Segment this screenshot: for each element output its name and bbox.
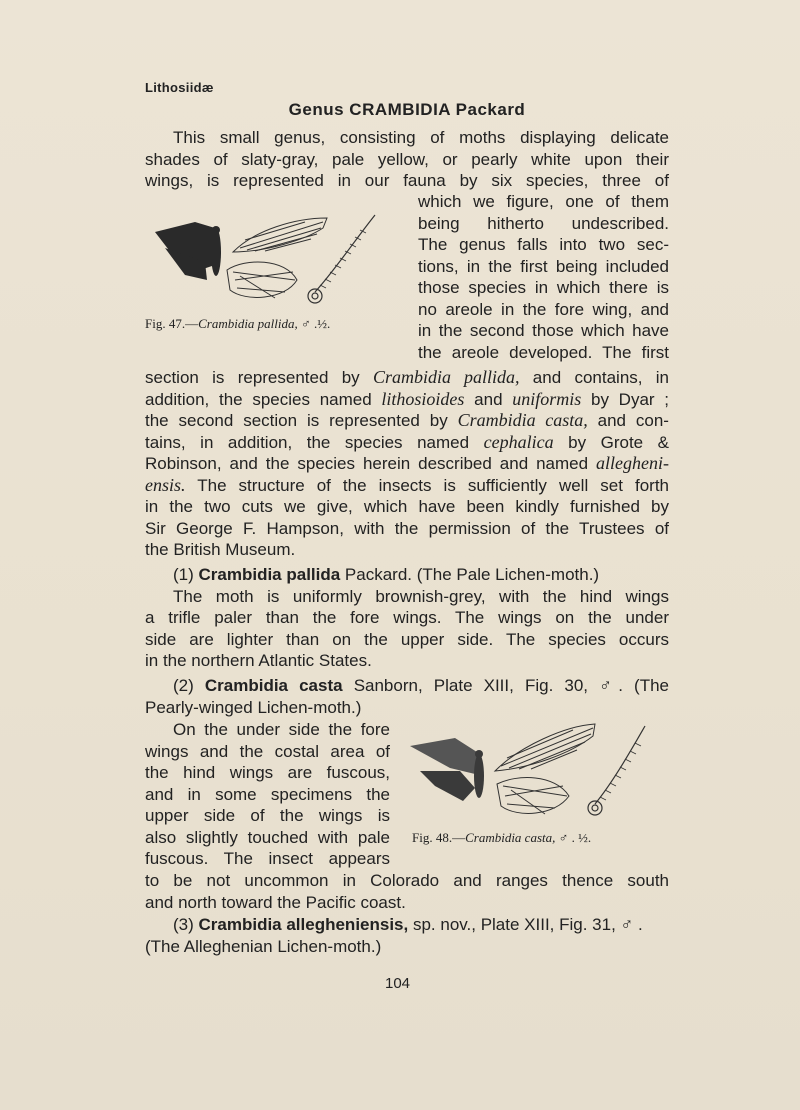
forewing-venation	[495, 724, 595, 771]
caption-suffix: ♂ . ½.	[555, 830, 592, 845]
page-number: 104	[385, 975, 411, 992]
text-line: the second section is represented by Crambidia casta, and con-	[145, 410, 669, 430]
antenna-detail	[308, 215, 375, 303]
caption-prefix: Fig. 47.—	[145, 316, 199, 331]
moth-silhouette	[155, 222, 221, 280]
species-1-entry	[145, 564, 669, 672]
text-line: which we figure, one of them	[418, 192, 669, 211]
text-line: also slightly touched with pale	[145, 827, 390, 847]
forewing-venation	[233, 218, 327, 252]
text-line: On the under side the fore	[173, 720, 390, 739]
text-line: fuscous. The insect appears	[145, 849, 390, 868]
intro-paragraph	[145, 127, 669, 192]
species-heading: (2) Crambidia casta Sanborn, Plate XIII, Fig. 30, ♂. (The	[173, 676, 669, 695]
caption-suffix: ♂ .½.	[297, 316, 331, 331]
text-line: the areole developed. The first	[418, 342, 669, 362]
text-line: to be not uncommon in Colorado and ranges thence south	[145, 871, 669, 890]
species-heading: (3) Crambidia allegheniensis, sp. nov., Plate XIII, Fig. 31, ♂ .	[173, 915, 643, 934]
caption-prefix: Fig. 48.—	[412, 830, 466, 845]
species-heading: (1) Crambidia pallida Packard. (The Pale Lichen-moth.)	[173, 565, 600, 584]
text-line: the hind wings are fuscous,	[145, 763, 390, 782]
section-paragraph	[145, 367, 669, 561]
text-line: shades of slaty-gray, pale yellow, or pearly white upon their	[145, 149, 669, 169]
text-line: ensis. The structure of the insects is sufficiently well set forth	[145, 474, 669, 495]
hindwing-venation	[227, 262, 297, 298]
species-2-wrap-column	[145, 719, 390, 870]
species-2-continuation	[145, 870, 669, 913]
text-line: Pearly-winged Lichen-moth.)	[145, 697, 362, 717]
figure-48-moth-illustration	[405, 716, 670, 824]
text-line: addition, the species named lithosioides and uniformis by Dyar ;	[145, 388, 669, 409]
text-line: (The Alleghenian Lichen-moth.)	[145, 936, 382, 956]
text-line: in the northern Atlantic States.	[145, 651, 372, 670]
text-line: The moth is uniformly brownish-grey, with the hind wings	[173, 586, 669, 606]
text-line: This small genus, consisting of moths displaying delicate	[173, 128, 669, 147]
figure-47-moth-illustration	[145, 210, 407, 310]
text-line: section is represented by Crambidia pallida, and contains, in	[145, 367, 669, 387]
caption-species: Crambidia casta,	[465, 830, 556, 845]
text-line: upper side of the wings is	[145, 806, 390, 825]
species-2-entry	[145, 675, 669, 718]
text-line: Robinson, and the species herein described and named allegheni-	[145, 453, 669, 473]
text-line: Sir George F. Hampson, with the permission of the Trustees of	[145, 518, 669, 538]
text-line: the British Museum.	[145, 540, 296, 559]
text-line: side are lighter than on the upper side. The species occurs	[145, 629, 669, 649]
text-line: no areole in the fore wing, and	[418, 299, 669, 319]
moth-silhouette	[410, 738, 484, 801]
text-line: wings and the costal area of	[145, 741, 390, 761]
caption-species: Crambidia pallida,	[198, 316, 298, 331]
text-line: and in some specimens the	[145, 784, 390, 804]
running-head: Lithosiidæ	[145, 80, 214, 95]
text-line: in the second those which have	[418, 321, 669, 340]
text-line: a trifle paler than the fore wings. The wings on the under	[145, 608, 669, 627]
figure-47-caption	[145, 316, 330, 332]
text-line: tains, in addition, the species named cephalica by Grote &	[145, 431, 669, 452]
text-line: and north toward the Pacific coast.	[145, 892, 406, 912]
species-3-entry	[145, 914, 669, 957]
text-line: in the two cuts we give, which have been kindly furnished by	[145, 497, 669, 516]
text-line: those species in which there is	[418, 278, 669, 297]
intro-wrap-column	[418, 191, 669, 363]
text-line: The genus falls into two sec-	[418, 235, 669, 254]
text-line: tions, in the first being included	[418, 256, 669, 276]
genus-title: Genus CRAMBIDIA Packard	[288, 100, 526, 119]
text-line: wings, is represented in our fauna by six species, three of	[145, 171, 669, 190]
hindwing-venation	[497, 778, 569, 814]
figure-48-caption	[412, 830, 591, 846]
antenna-detail	[588, 726, 645, 815]
text-line: being hitherto undescribed.	[418, 213, 669, 233]
